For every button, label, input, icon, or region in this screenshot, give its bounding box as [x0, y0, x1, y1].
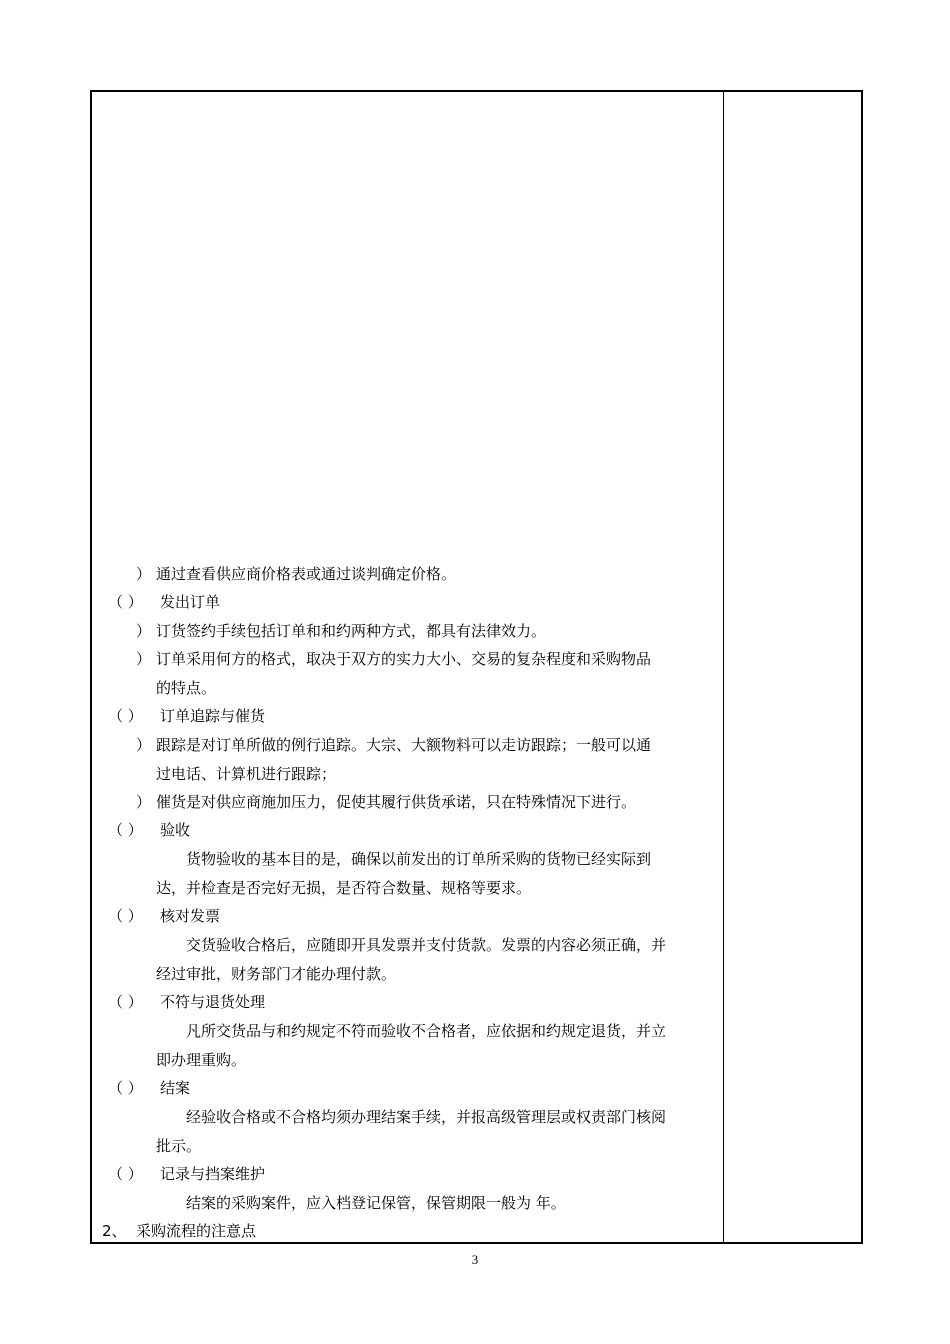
- body-text: 结案的采购案件，应入档登记保管，保管期限一般为 年。: [186, 1194, 566, 1212]
- section-number: （ ）: [108, 1165, 143, 1183]
- section-number: （ ）: [108, 593, 143, 611]
- body-text: 批示。: [156, 1137, 202, 1155]
- section-number: （ ）: [108, 821, 143, 839]
- section-heading: 验收: [160, 821, 191, 839]
- body-text: 过电话、计算机进行跟踪；: [156, 765, 337, 783]
- body-text: 订单采用何方的格式，取决于双方的实力大小、交易的复杂程度和采购物品: [156, 650, 652, 668]
- section-number: （ ）: [108, 1079, 143, 1097]
- section-heading: 记录与挡案维护: [160, 1165, 266, 1183]
- body-text: 订货签约手续包括订单和和约两种方式，都具有法律效力。: [156, 622, 547, 640]
- column-divider: [723, 92, 724, 1242]
- content-table: [90, 90, 863, 1244]
- body-text: 的特点。: [156, 679, 217, 697]
- body-text: 即办理重购。: [156, 1051, 247, 1069]
- section-heading: 发出订单: [160, 593, 221, 611]
- bullet: ）: [136, 650, 152, 668]
- bullet: ）: [136, 793, 152, 811]
- bullet: ）: [136, 736, 152, 754]
- page-number: 3: [471, 1252, 479, 1267]
- notes-cell: [725, 92, 861, 1242]
- bullet: ）: [136, 565, 152, 583]
- section-number: 2、: [102, 1222, 127, 1240]
- body-text: 凡所交货品与和约规定不符而验收不合格者，应依据和约规定退货，并立: [186, 1022, 667, 1040]
- section-number: （ ）: [108, 707, 143, 725]
- body-text: 跟踪是对订单所做的例行追踪。大宗、大额物料可以走访跟踪；一般可以通: [156, 736, 652, 754]
- section-heading: 不符与退货处理: [160, 993, 266, 1011]
- body-text: 通过查看供应商价格表或通过谈判确定价格。: [156, 565, 457, 583]
- section-heading: 结案: [160, 1079, 191, 1097]
- body-text: 交货验收合格后，应随即开具发票并支付货款。发票的内容必须正确，并: [186, 936, 667, 954]
- section-heading: 采购流程的注意点: [136, 1222, 257, 1240]
- body-text: 货物验收的基本目的是，确保以前发出的订单所采购的货物已经实际到: [186, 850, 652, 868]
- section-heading: 核对发票: [160, 907, 221, 925]
- section-number: （ ）: [108, 907, 143, 925]
- main-content-cell: [92, 92, 723, 1242]
- body-text: 经验收合格或不合格均须办理结案手续，并报高级管理层或权责部门核阅: [186, 1108, 667, 1126]
- body-text: 催货是对供应商施加压力，促使其履行供货承诺，只在特殊情况下进行。: [156, 793, 637, 811]
- section-heading: 订单追踪与催货: [160, 707, 266, 725]
- bullet: ）: [136, 622, 152, 640]
- section-number: （ ）: [108, 993, 143, 1011]
- body-text: 经过审批，财务部门才能办理付款。: [156, 965, 397, 983]
- body-text: 达，并检查是否完好无损，是否符合数量、规格等要求。: [156, 879, 532, 897]
